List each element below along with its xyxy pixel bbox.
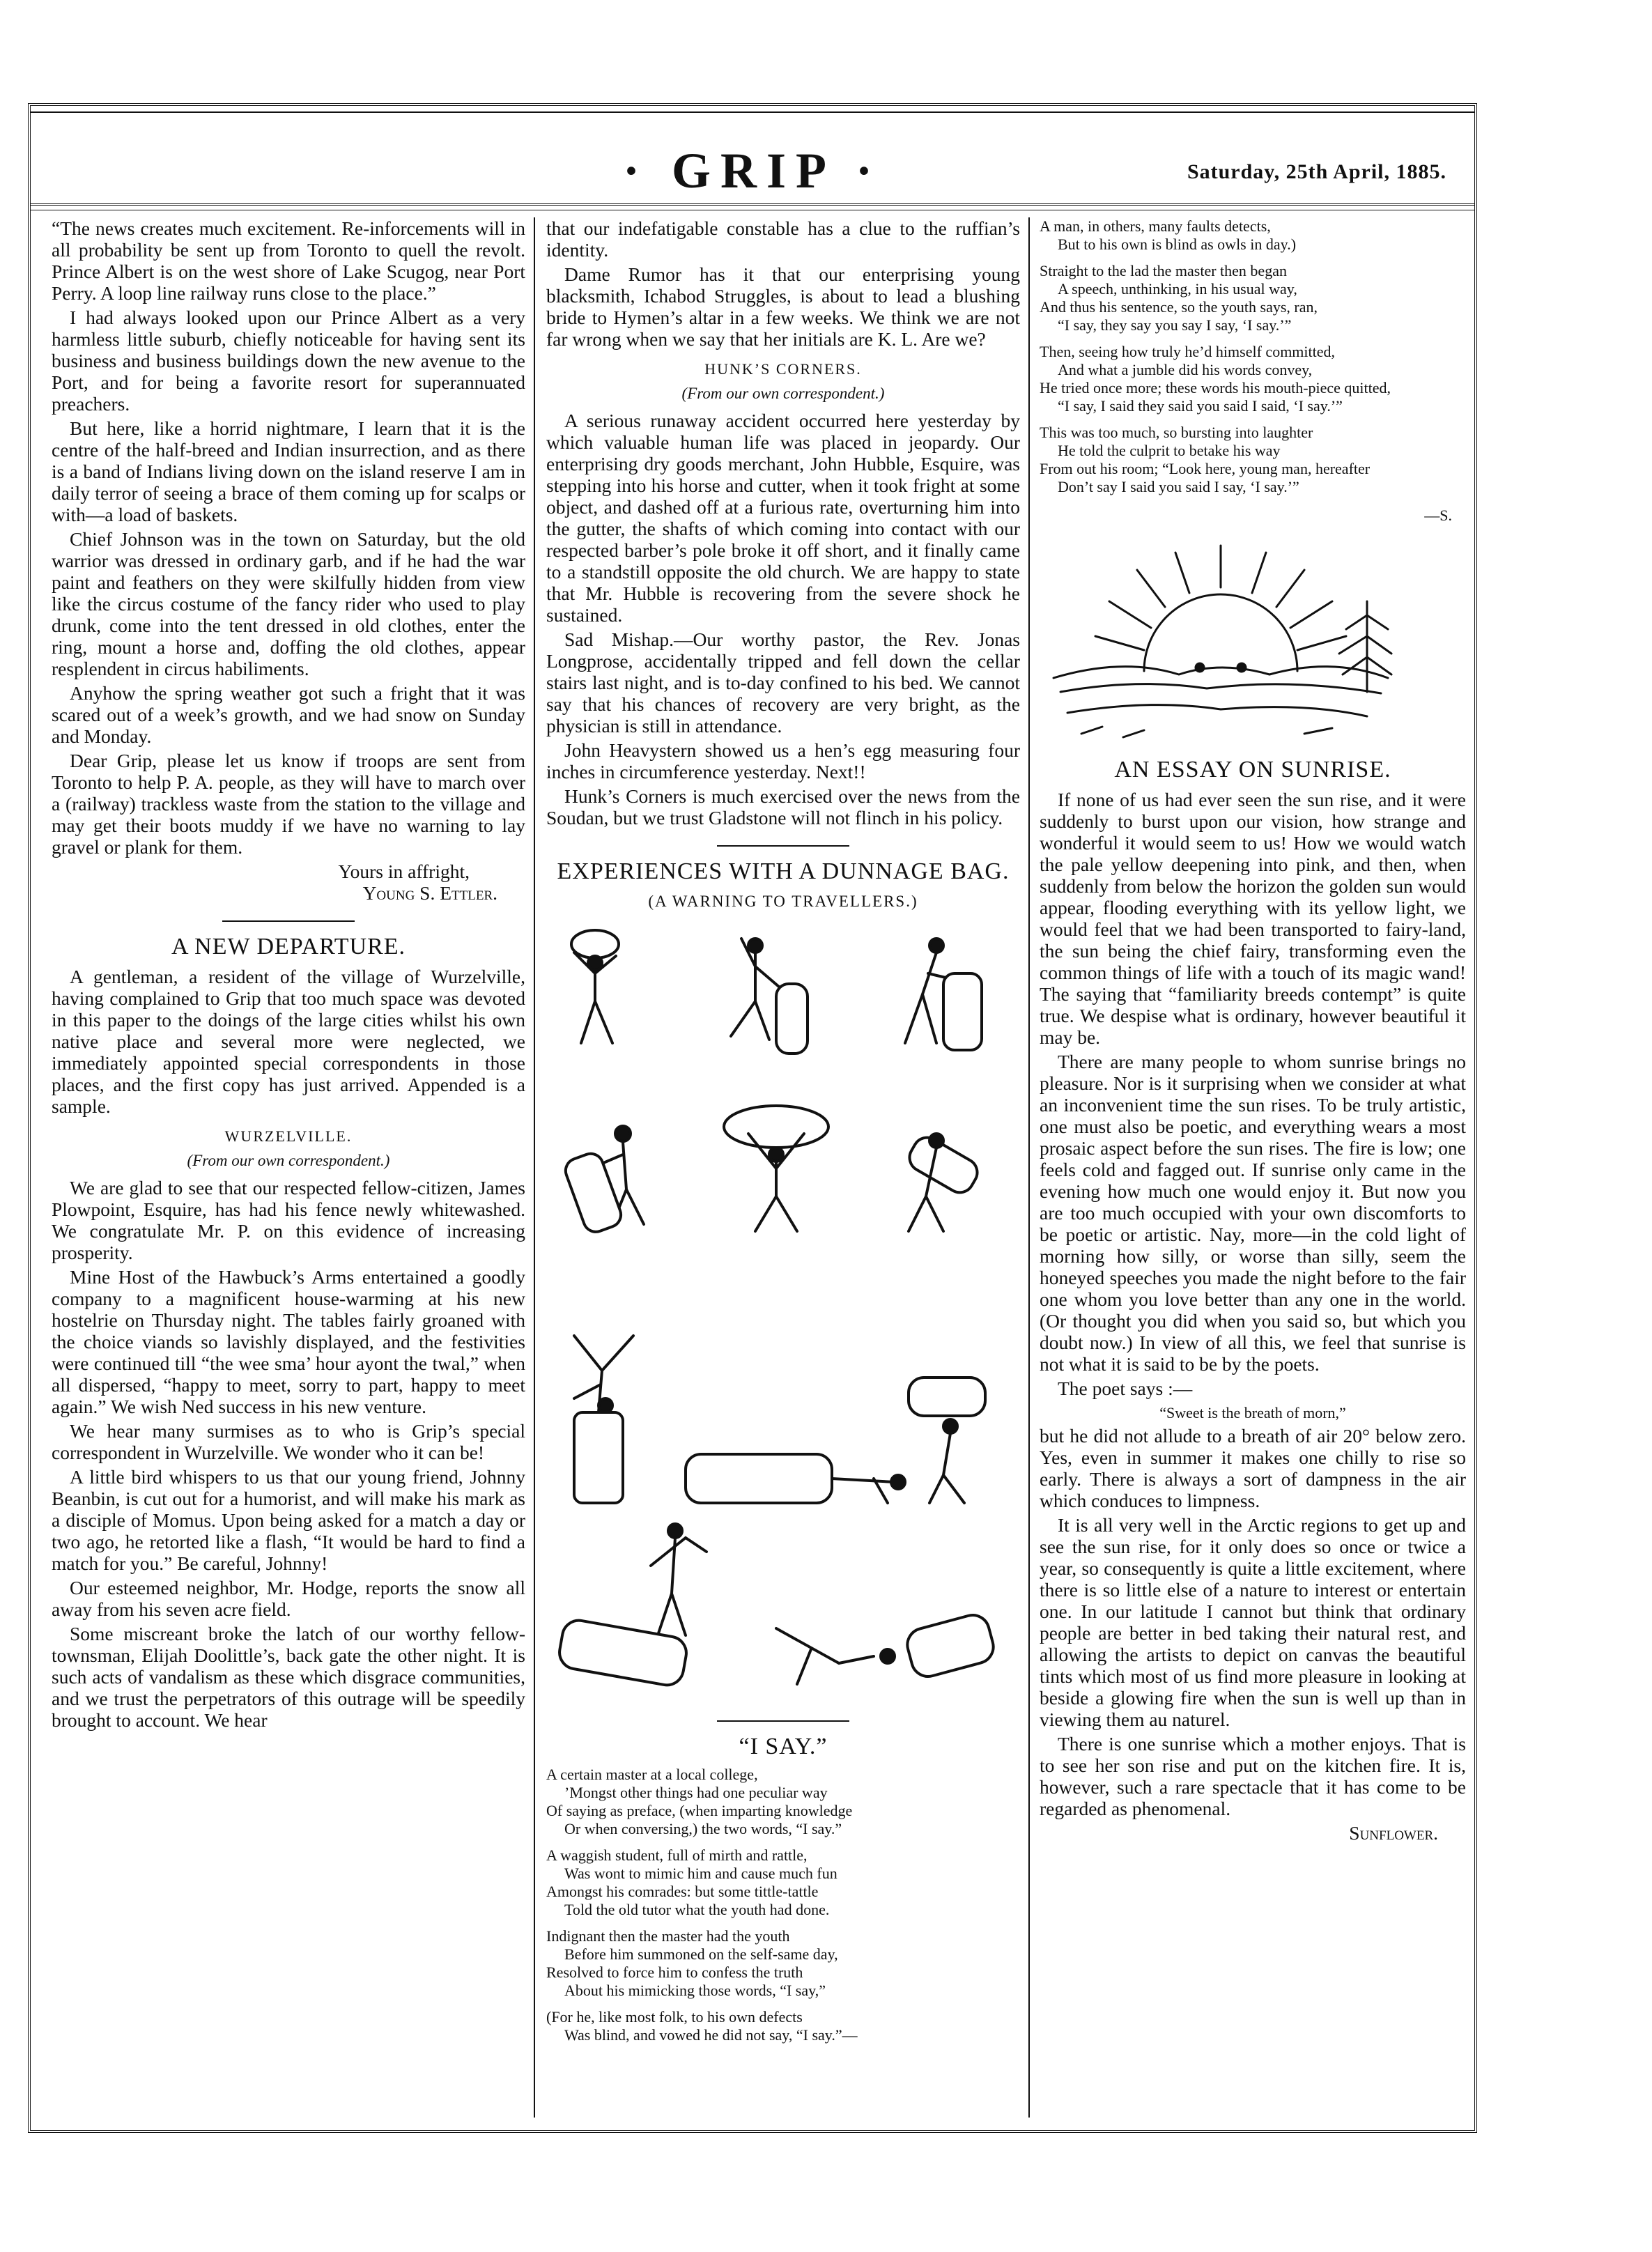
issue-date: Saturday, 25th April, 1885. (1187, 160, 1446, 183)
section-divider (717, 1720, 849, 1722)
paragraph: A gentleman, a resident of the village of Wurzelville, having complained to Grip that too much space was devoted in this paper to the doings of the large cities whilst his own native place and several more were neglected, we immediately appointed special correspondents in those places, and the first copy has just arrived. Appended is a sample. (52, 966, 525, 1117)
poem-stanzas (546, 1927, 1020, 2000)
poem-signature: —S. (1424, 507, 1452, 524)
poem-stanzas (1040, 262, 1466, 334)
poem-line: And what a jumble did his words convey, (1058, 361, 1313, 378)
column-3 (1040, 217, 1466, 2113)
paragraph: John Heavystern showed us a hen’s egg measuring four inches in circumference yesterday. Next!! (546, 739, 1020, 782)
poem-stanzas (546, 2008, 1020, 2044)
poem-line: He tried once more; these words his mouth-piece quitted, (1040, 379, 1391, 396)
paragraph: It is all very well in the Arctic regions to get up and see the sun rise, for it only does so once or twice a year, so consequently is quite a little excitement, where there is so little else of a nature to interest or entertain one. In our latitude I cannot but think that ordinary people are better in bed taking their natural rest, and allowing the artists to depict on canvas the beautiful tints which most of us find more pleasure in looking at beside a glowing fire when the sun is well up than in viewing them au naturel. (1040, 1514, 1466, 1730)
paragraph: There are many people to whom sunrise brings no pleasure. Nor is it surprising when we consider at what an inconvenient time the sun rises. To be truly artistic, one must also be poetic, and everything wears a most prosaic aspect before the sun rises. The fire is low; one feels cold and fagged out. If sunrise only came in the evening how much one would enjoy it. But now you are too much occupied with your own discomforts to be poetic or artistic. Nay, more—in the cold light of morning how silly, or worse than silly, seem the honeyed speeches you made the night before to the fair one whom you love better than any one in the world. (Or thought you did when you said so, but which you doubt now.) In view of all this, we feel that sunrise is not what it is said to be by the poets. (1040, 1051, 1466, 1375)
dateline: WURZELVILLE. (224, 1127, 353, 1145)
poem-line: A waggish student, full of mirth and rattle, (546, 1846, 808, 1864)
poem-line: “I say, I said they said you said I said, ‘I say.’” (1058, 397, 1343, 415)
dateline: HUNK’S CORNERS. (704, 360, 862, 378)
column-1 (52, 217, 525, 2113)
sunrise-illustration (1040, 539, 1402, 748)
masthead-title: · GRIP · (622, 143, 883, 199)
header-rule (31, 111, 1474, 113)
poem-line: A man, in others, many faults detects, (1040, 217, 1271, 235)
paragraph: I had always looked upon our Prince Albert as a very harmless little suburb, chiefly noticeable for having sent its business and business buildings down the new avenue to the Port, and for being a favorite resort for superannuated preachers. (52, 307, 525, 415)
signature-name: Sunflower. (1349, 1822, 1438, 1844)
poem-line: Was blind, and vowed he did not say, “I say.”— (564, 2026, 858, 2044)
poem-line: Then, seeing how truly he’d himself committed, (1040, 343, 1336, 360)
column-rule (534, 217, 535, 2118)
poem-line: Was wont to mimic him and cause much fun (564, 1865, 837, 1882)
poem-stanzas (1040, 424, 1466, 496)
paragraph: Some miscreant broke the latch of our worthy fellow-townsman, Elijah Doolittle’s, back gate the other night. It is such acts of vandalism as these which disgrace communities, and we trust the perpetrators of this outrage will be speedily brought to account. We hear (52, 1623, 525, 1731)
paragraph: but he did not allude to a breath of air 20° below zero. Yes, even in summer it makes one chilly to rise so early. There is always a sort of dampness in the air which conduces to limpness. (1040, 1425, 1466, 1511)
poem-title: “I SAY.” (739, 1734, 828, 1759)
paragraph: We hear many surmises as to who is Grip’s special correspondent in Wurzelville. We wonder who it can be! (52, 1420, 525, 1463)
paragraph: Anyhow the spring weather got such a fright that it was scared out of a week’s growth, and we had snow on Sunday and Monday. (52, 682, 525, 747)
paragraph: Sad Mishap.—Our worthy pastor, the Rev. Jonas Longprose, accidentally tripped and fell down the cellar stairs last night, and is to-day confined to his bed. We cannot say that his chances of recovery are very bright, as the physician is still in attendance. (546, 628, 1020, 736)
poem-line: He told the culprit to betake his way (1058, 442, 1281, 459)
poem-line: Or when conversing,) the two words, “I say.” (564, 1820, 842, 1837)
poem-line: Straight to the lad the master then began (1040, 262, 1287, 279)
paragraph: Mine Host of the Hawbuck’s Arms entertained a goodly company to a magnificent house-warming at his new hostelrie on Thursday night. The tables fairly groaned with the choice viands so lavishly displayed, and the festivities were continued till “the wee sma’ hour ayont the twal,” when all dispersed, “happy to meet, sorry to part, happy to meet again.” We wish Ned success in his new venture. (52, 1266, 525, 1417)
article-subheading: (A WARNING TO TRAVELLERS.) (648, 893, 918, 910)
masthead (31, 127, 1474, 203)
poem-line: This was too much, so bursting into laughter (1040, 424, 1313, 441)
paragraph: But here, like a horrid nightmare, I learn that it is the centre of the half-breed and Indian insurrection, and as there is a band of Indians living down on the island reserve I am in daily terror of seeing a brace of them coming up for scalps or with—a load of baskets. (52, 417, 525, 525)
poem-line: A speech, unthinking, in his usual way, (1058, 280, 1297, 298)
article-heading: EXPERIENCES WITH A DUNNAGE BAG. (557, 858, 1010, 884)
poem-stanzas (1040, 217, 1466, 254)
paragraph: If none of us had ever seen the sun rise, and it were suddenly to burst upon our vision, how strange and wonderful it would seem to us! How we would watch the pale yellow deepening into pink, and then, when suddenly from below the horizon the golden sun would appear, flooding everything with its yellow light, we would feel that we had been transported to fairy-land, the sun being the chief fairy, transforming even the common things of life with a touch of its magic wand! The saying that “familiarity breeds contempt” is quite true. We despise what is ordinary, however beautiful it may be. (1040, 789, 1466, 1048)
poem-line: Before him summoned on the self-same day, (564, 1945, 838, 1963)
section-divider (717, 845, 849, 847)
poem-line: And thus his sentence, so the youth says, ran, (1040, 298, 1318, 316)
poem-line: Resolved to force him to confess the truth (546, 1964, 803, 1981)
poem-line: About his mimicking those words, “I say,” (564, 1982, 826, 1999)
paragraph: A serious runaway accident occurred here yesterday by which valuable human life was placed in jeopardy. Our enterprising dry goods merchant, John Hubble, Esquire, was stepping into his horse and cutter, when it took fright at some object, and dashed off at a furious rate, overturning him into the gutter, the shafts of which coming into contact with our respected barber’s pole broke it off short, and it finally came to a standstill opposite the old church. We are happy to state that Mr. Hubble is recovering from the severe shock he sustained. (546, 410, 1020, 626)
section-divider (222, 920, 355, 922)
poem-stanzas (546, 1766, 1020, 1838)
paragraph: The poet says :— (1058, 1378, 1193, 1399)
paragraph: Dame Rumor has it that our enterprising young blacksmith, Ichabod Struggles, is about to lead a blushing bride to Hymen’s altar in a few weeks. We think we are not far wrong when we say that her initials are K. L. Are we? (546, 263, 1020, 350)
poem-line: (For he, like most folk, to his own defects (546, 2008, 803, 2026)
poem-stanzas (1040, 343, 1466, 415)
paragraph: We are glad to see that our respected fellow-citizen, James Plowpoint, Esquire, has had his fence newly whitewashed. We congratulate Mr. P. on this evidence of increasing prosperity. (52, 1177, 525, 1263)
poem-quote: “Sweet is the breath of morn,” (1159, 1404, 1346, 1421)
poem-line: Of saying as preface, (when imparting knowledge (546, 1802, 853, 1819)
column-rule (1028, 217, 1030, 2118)
signature-name: Young S. Ettler. (362, 882, 497, 904)
poem-line: Don’t say I said you said I say, ‘I say.’” (1058, 478, 1299, 495)
poem-line: Indignant then the master had the youth (546, 1927, 790, 1945)
poem-line: A certain master at a local college, (546, 1766, 758, 1783)
poem-line: But to his own is blind as owls in day.) (1058, 236, 1297, 253)
poem-line: Told the old tutor what the youth had done. (564, 1901, 830, 1918)
article-heading: A NEW DEPARTURE. (171, 934, 406, 959)
paragraph: Dear Grip, please let us know if troops are sent from Toronto to help P. A. people, as they will have to march over a (railway) trackless waste from the station to the village and may get their boots muddy if we have no warning to lay gravel or plank for them. (52, 750, 525, 858)
poem-stanzas (546, 1846, 1020, 1919)
paragraph: Hunk’s Corners is much exercised over the news from the Soudan, but we trust Gladstone will not flinch in his policy. (546, 785, 1020, 828)
poem-line: “I say, they say you say I say, ‘I say.’” (1058, 316, 1292, 334)
poem-line: Amongst his comrades: but some tittle-tattle (546, 1883, 819, 1900)
header-rule-double (31, 203, 1474, 210)
column-2 (546, 217, 1020, 2113)
newspaper-page (28, 103, 1477, 2133)
article-heading: AN ESSAY ON SUNRISE. (1114, 757, 1391, 782)
poem-line: ’Mongst other things had one peculiar way (564, 1784, 828, 1801)
paragraph: A little bird whispers to us that our young friend, Johnny Beanbin, is cut out for a humorist, and will make his mark as a disciple of Momus. Upon being asked for a match a day or two ago, he retorted like a flash, “It would be hard to find a match for you.” Be careful, Johnny! (52, 1466, 525, 1574)
paragraph: Chief Johnson was in the town on Saturday, but the old warrior was dressed in ordinary garb, and if he had the war paint and feathers on they were skilfully hidden from view like the circus costume of the fancy rider who used to play drunk, come into the tent dressed in old clothes, enter the ring, mount a horse and, doffing the old clothes, appear resplendent in circus habiliments. (52, 528, 525, 679)
dunnage-bag-cartoon (546, 925, 1006, 1699)
byline: (From our own correspondent.) (681, 385, 885, 402)
paragraph: “The news creates much excitement. Re-inforcements will in all probability be sent up from Toronto to quell the revolt. Prince Albert is on the west shore of Lake Scugog, near Port Perry. A loop line railway runs close to the place.” (52, 217, 525, 304)
paragraph: There is one sunrise which a mother enjoys. That is to see her son rise and put on the kitchen fire. It is, however, such a rare spectacle that it has come to be regarded as phenomenal. (1040, 1733, 1466, 1819)
byline: (From our own correspondent.) (187, 1152, 390, 1169)
signature-line: Yours in affright, (338, 861, 470, 882)
paragraph: that our indefatigable constable has a clue to the ruffian’s identity. (546, 217, 1020, 261)
paragraph: Our esteemed neighbor, Mr. Hodge, reports the snow all away from his seven acre field. (52, 1577, 525, 1620)
poem-line: From out his room; “Look here, young man, hereafter (1040, 460, 1371, 477)
